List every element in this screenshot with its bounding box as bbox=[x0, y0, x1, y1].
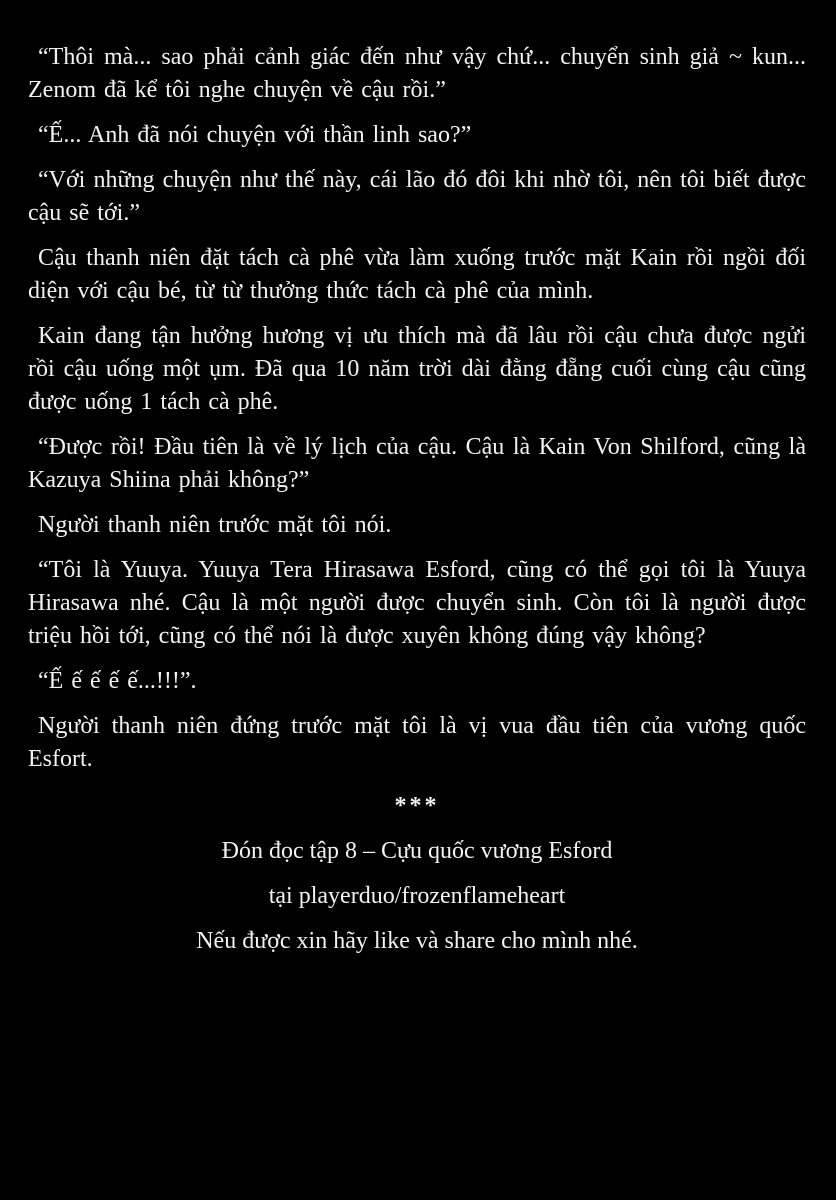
promo-line-like-share: Nếu được xin hãy like và share cho mình nhé. bbox=[196, 928, 638, 954]
story-text bbox=[28, 41, 806, 776]
paragraph: “Ế ế ế ế ế...!!!”. bbox=[38, 668, 197, 694]
footer-promo bbox=[28, 790, 806, 958]
paragraph: Người thanh niên đứng trước mặt tôi là vị vua đầu tiên của vương quốc Esfort. bbox=[28, 713, 806, 772]
paragraph: “Được rồi! Đầu tiên là về lý lịch của cậu. Cậu là Kain Von Shilford, cũng là Kazuya Shiina phải không?” bbox=[28, 434, 806, 493]
promo-line-source: tại playerduo/frozenflameheart bbox=[268, 883, 566, 909]
paragraph: Người thanh niên trước mặt tôi nói. bbox=[38, 512, 392, 538]
paragraph: “Ế... Anh đã nói chuyện với thần linh sao?” bbox=[38, 122, 472, 148]
section-separator: *** bbox=[394, 793, 440, 819]
promo-line-next-volume: Đón đọc tập 8 – Cựu quốc vương Esford bbox=[221, 838, 613, 864]
paragraph: Cậu thanh niên đặt tách cà phê vừa làm xuống trước mặt Kain rồi ngồi đối diện với cậu bé, từ từ thưởng thức tách cà phê của mình. bbox=[28, 245, 806, 304]
paragraph: “Thôi mà... sao phải cảnh giác đến như vậy chứ... chuyển sinh giả ~ kun... Zenom đã kể tôi nghe chuyện về cậu rồi.” bbox=[28, 44, 806, 103]
paragraph: “Với những chuyện như thế này, cái lão đó đôi khi nhờ tôi, nên tôi biết được cậu sẽ tới.” bbox=[28, 167, 806, 226]
paragraph: “Tôi là Yuuya. Yuuya Tera Hirasawa Esford, cũng có thể gọi tôi là Yuuya Hirasawa nhé. Cậu là một người được chuyển sinh. Còn tôi là người được triệu hồi tới, cũng có thể nói là được xuyên không đúng vậy không? bbox=[28, 557, 806, 649]
paragraph: Kain đang tận hưởng hương vị ưu thích mà đã lâu rồi cậu chưa được ngửi rồi cậu uống một ụm. Đã qua 10 năm trời dài đằng đẵng cuối cùng cậu cũng được uống 1 tách cà phê. bbox=[28, 323, 806, 415]
